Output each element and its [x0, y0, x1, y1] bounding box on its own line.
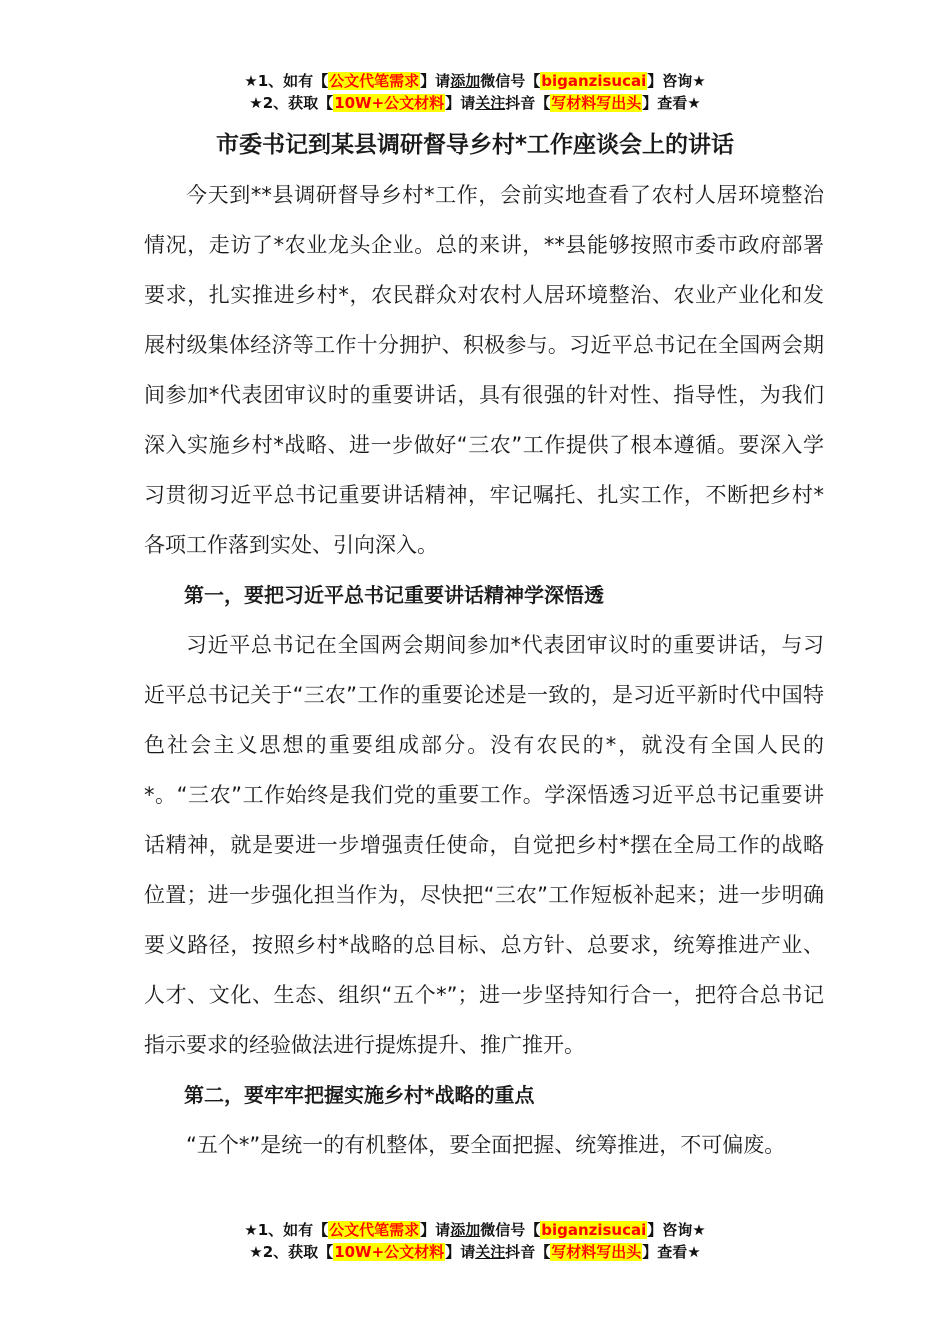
ad-line1-highlight-wechat: biganzisucai: [541, 72, 647, 90]
ad-line2-mid2: 抖音【: [505, 1243, 551, 1261]
ad-line2-prefix: ★2、获取【: [249, 94, 334, 112]
ad-line1-suffix: 】咨询★: [647, 1221, 706, 1239]
section-heading-1: 第一，要把习近平总书记重要讲话精神学深悟透: [184, 583, 604, 607]
ad-line2-highlight-materials: 10W+公文材料: [334, 94, 445, 112]
document-title: 市委书记到某县调研督导乡村*工作座谈会上的讲话: [215, 132, 735, 158]
ad-line2-suffix: 】查看★: [642, 94, 701, 112]
section-heading-2: 第二，要牢牢把握实施乡村*战略的重点: [184, 1083, 535, 1107]
ad-line2-highlight-douyin: 写材料写出头: [551, 1243, 642, 1261]
header-ad-banner: [0, 70, 950, 114]
ad-line2-mid1: 】请: [445, 94, 476, 112]
ad-line-2-footer: [0, 1241, 950, 1263]
ad-line2-highlight-douyin: 写材料写出头: [551, 94, 642, 112]
ad-line-1-footer: [0, 1219, 950, 1241]
ad-line-1: [0, 70, 950, 92]
ad-line-2: [0, 92, 950, 114]
paragraph-intro: 今天到**县调研督导乡村*工作，会前实地查看了农村人居环境整治情况，走访了*农业龙头企业。总的来讲，**县能够按照市委市政府部署要求，扎实推进乡村*，农民群众对农村人居环境整治、农业产业化和发展村级集体经济等工作十分拥护、积极参与。习近平总书记在全国两会期间参加*代表团审议时的重要讲话，具有很强的针对性、指导性，为我们深入实施乡村*战略、进一步做好“三农”工作提供了根本遵循。要深入学习贯彻习近平总书记重要讲话精神，牢记嘱托、扎实工作，不断把乡村*各项工作落到实处、引向深入。: [144, 183, 824, 557]
ad-line1-emphasis: 添加: [450, 1221, 481, 1239]
footer-ad-banner: [0, 1219, 950, 1263]
ad-line2-mid1: 】请: [445, 1243, 476, 1261]
ad-line1-emphasis: 添加: [450, 72, 481, 90]
ad-line2-emphasis: 关注: [475, 1243, 506, 1261]
paragraph-section-1: 习近平总书记在全国两会期间参加*代表团审议时的重要讲话，与习近平总书记关于“三农”工作的重要论述是一致的，是习近平新时代中国特色社会主义思想的重要组成部分。没有农民的*，就没有全国人民的*。“三农”工作始终是我们党的重要工作。学深悟透习近平总书记重要讲话精神，就是要进一步增强责任使命，自觉把乡村*摆在全局工作的战略位置；进一步强化担当作为，尽快把“三农”工作短板补起来；进一步明确要义路径，按照乡村*战略的总目标、总方针、总要求，统筹推进产业、人才、文化、生态、组织“五个*”；进一步坚持知行合一，把符合总书记指示要求的经验做法进行提炼提升、推广推开。: [144, 633, 824, 1057]
ad-line2-emphasis: 关注: [475, 94, 506, 112]
ad-line1-mid1: 】请: [420, 72, 451, 90]
ad-line1-prefix: ★1、如有【: [244, 72, 329, 90]
ad-line1-mid2: 微信号【: [480, 1221, 541, 1239]
ad-line1-highlight-wechat: biganzisucai: [541, 1221, 647, 1239]
paragraph-section-2: “五个*”是统一的有机整体，要全面把握、统筹推进，不可偏废。: [186, 1133, 786, 1157]
ad-line1-highlight-service: 公文代笔需求: [329, 72, 420, 90]
ad-line2-mid2: 抖音【: [505, 94, 551, 112]
ad-line2-prefix: ★2、获取【: [249, 1243, 334, 1261]
document-body: [144, 170, 824, 1170]
ad-line1-mid2: 微信号【: [480, 72, 541, 90]
ad-line1-mid1: 】请: [420, 1221, 451, 1239]
ad-line1-prefix: ★1、如有【: [244, 1221, 329, 1239]
ad-line2-highlight-materials: 10W+公文材料: [334, 1243, 445, 1261]
ad-line2-suffix: 】查看★: [642, 1243, 701, 1261]
ad-line1-suffix: 】咨询★: [647, 72, 706, 90]
ad-line1-highlight-service: 公文代笔需求: [329, 1221, 420, 1239]
